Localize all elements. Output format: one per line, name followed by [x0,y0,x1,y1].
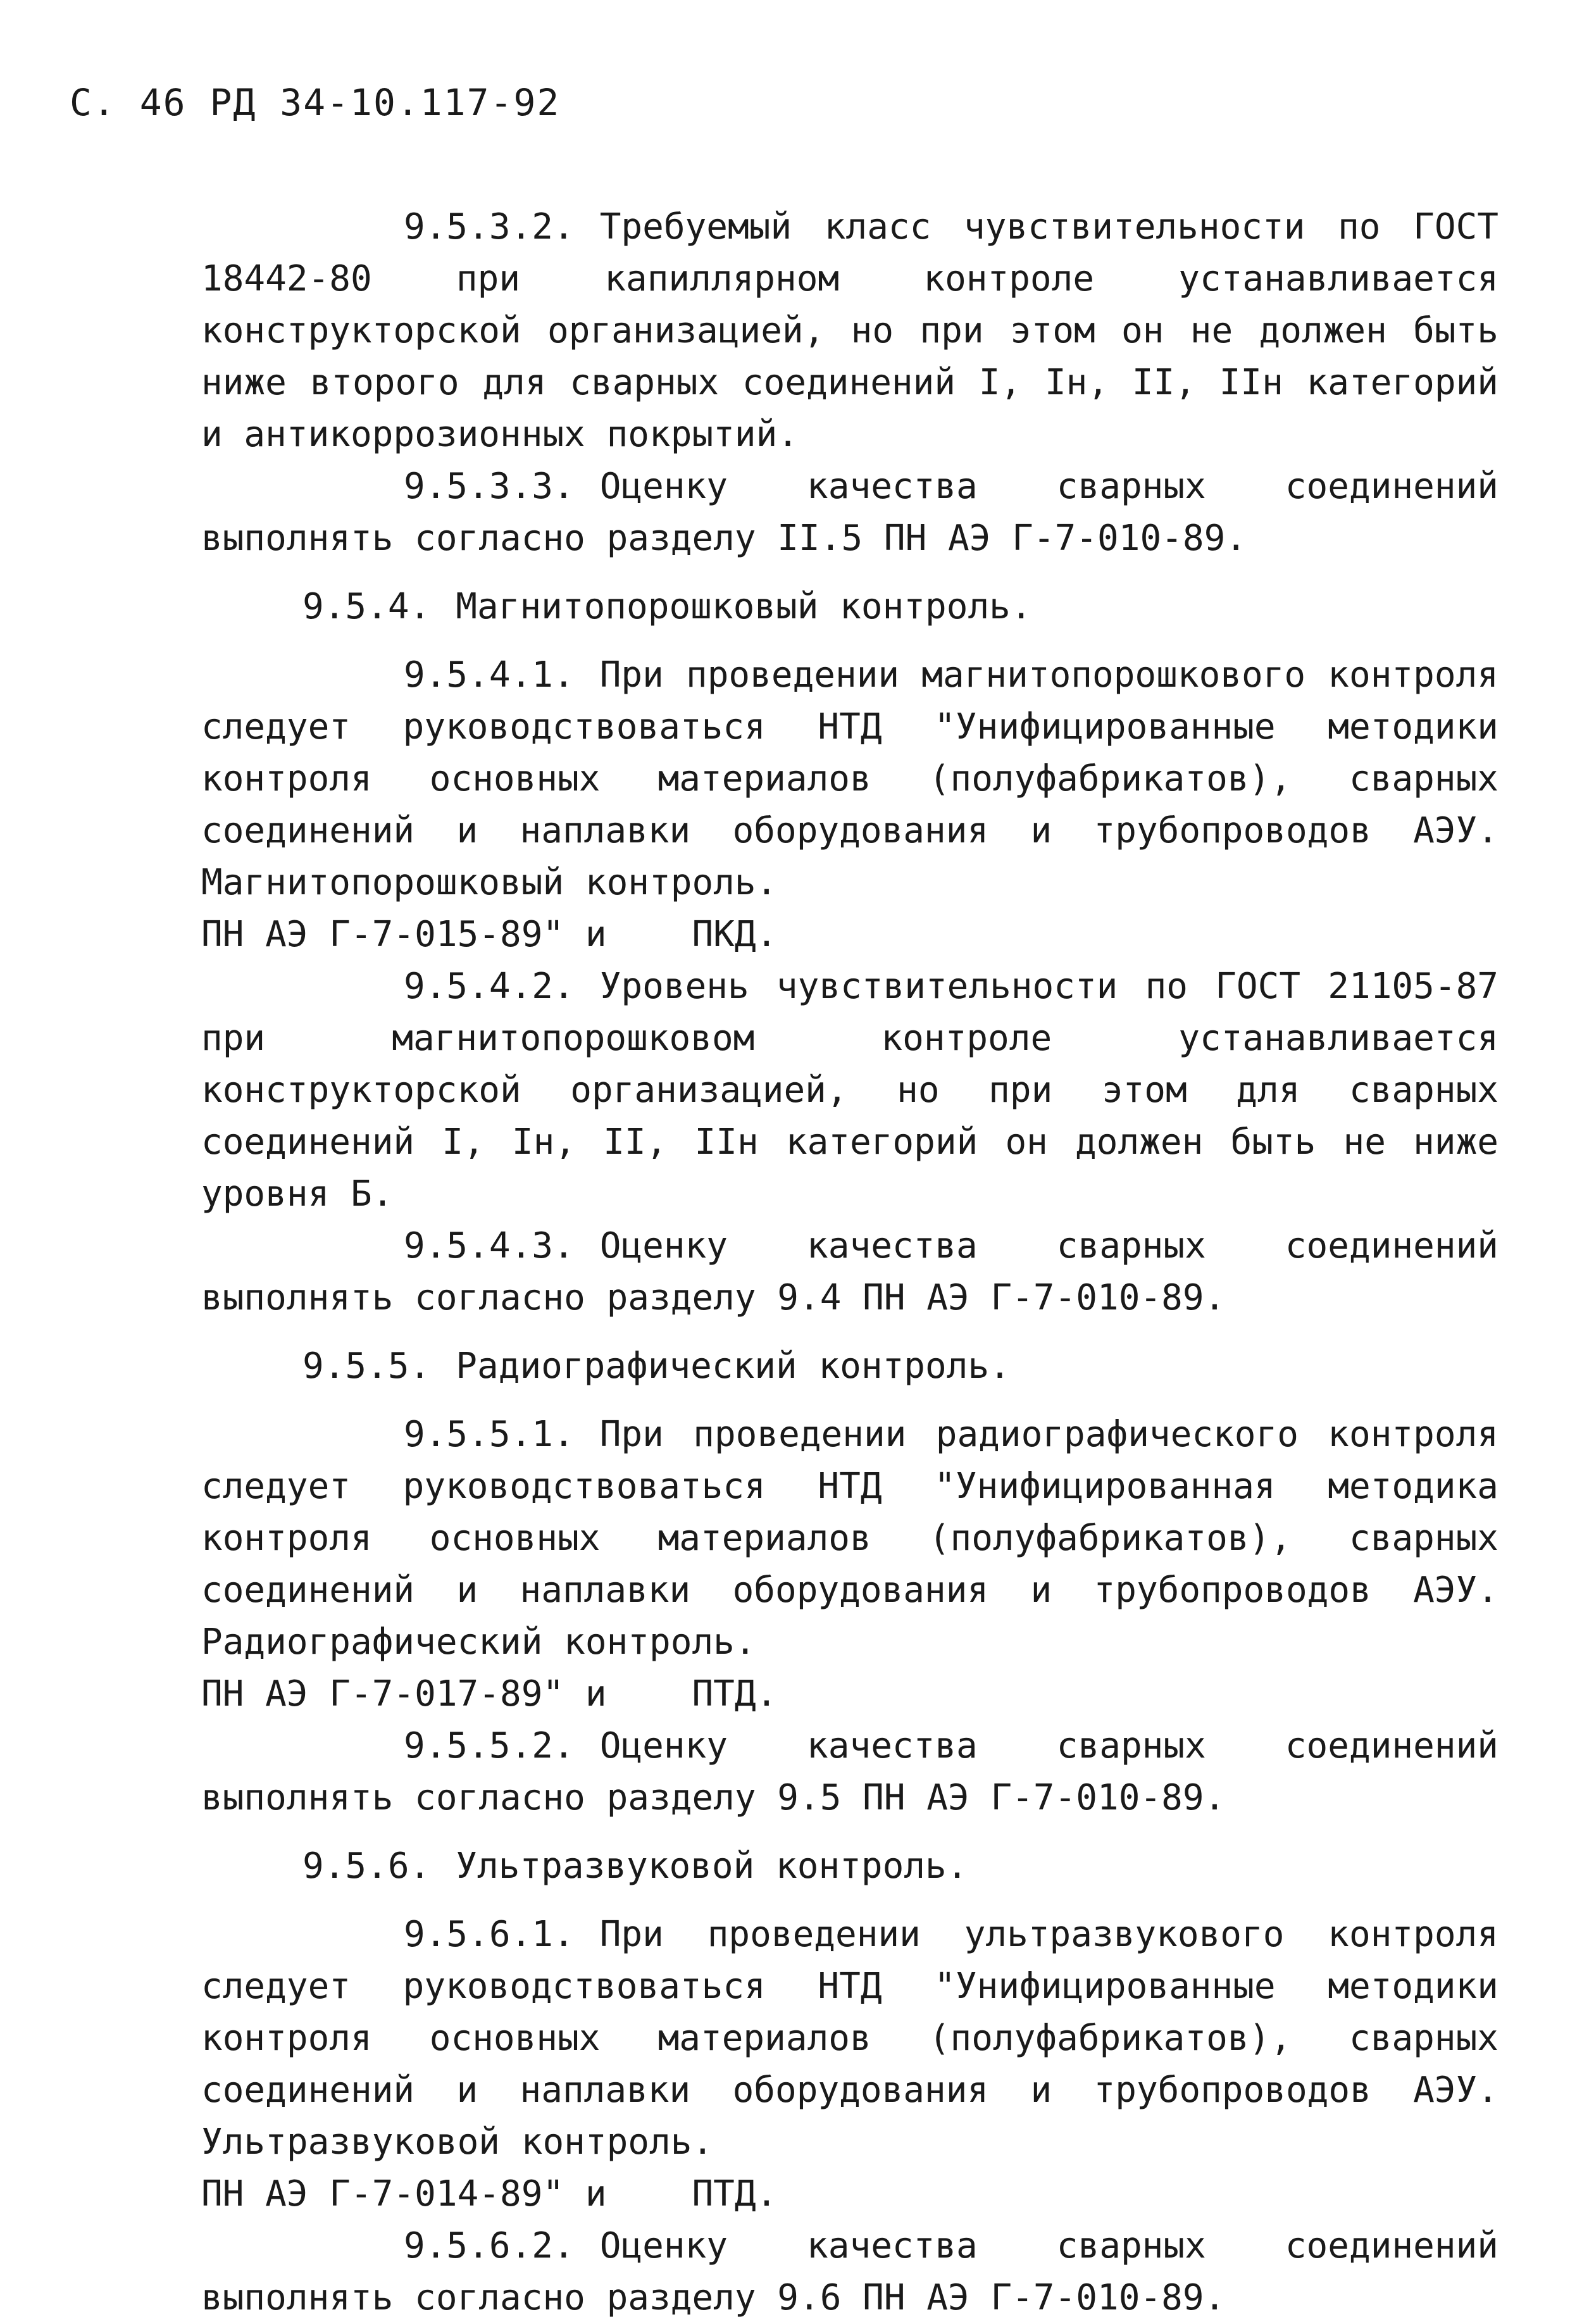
section-heading-9-5-4 [201,581,1498,633]
reference-line: ПН АЭ Г-7-014-89" и ПТД. [201,2173,778,2215]
paragraph-9-5-3-3 [201,461,1498,565]
paragraph-text: Уровень чувствительности по ГОСТ 21105-87 при магнитопорошковом контроле устанавливается конструкторской организацией, но при этом для сварных соединений I, Iн, II, IIн категорий он должен быть не ниже уровня Б. [201,966,1498,1215]
paragraph-9-5-5-1 [201,1409,1498,1668]
clause-number: 9.5.4.1. [404,654,575,696]
clause-number: 9.5.4.3. [404,1225,575,1266]
clause-number: 9.5.5. [302,1346,431,1387]
document-body [201,201,1498,2324]
paragraph-text: Оценку качества сварных соединений выполнять согласно разделу 9.5 ПН АЭ Г-7-010-89. [201,1725,1498,1818]
paragraph-text: При проведении магнитопорошкового контроля следует руководствоваться НТД "Унифицированные методики контроля основных материалов (полуфабрикатов), сварных соединений и наплавки оборудования и трубопроводов АЭУ. Магнитопорошковый контроль. [201,654,1498,903]
paragraph-9-5-4-1 [201,649,1498,909]
reference-line: ПН АЭ Г-7-015-89" и ПКД. [201,914,778,955]
heading-text: Ультразвуковой контроль. [456,1846,968,1887]
paragraph-9-5-4-2 [201,961,1498,1220]
clause-number: 9.5.3.2. [404,206,575,247]
paragraph-text: Требуемый класс чувствительности по ГОСТ 18442-80 при капиллярном контроле устанавливается конструкторской организацией, но при этом он не должен быть ниже второго для сварных соединений I, Iн, II, IIн категорий и антикоррозионных покрытий. [201,206,1499,455]
paragraph-9-5-6-2 [201,2220,1498,2324]
clause-number: 9.5.4.2. [404,966,575,1007]
heading-text: Радиографический контроль. [456,1346,1011,1387]
paragraph-9-5-4-3 [201,1220,1498,1324]
section-heading-9-5-6 [201,1840,1498,1892]
paragraph-text: При проведении радиографического контроля следует руководствоваться НТД "Унифицированная методика контроля основных материалов (полуфабрикатов), сварных соединений и наплавки оборудования и трубопроводов АЭУ. Радиографический контроль. [201,1414,1498,1663]
clause-number: 9.5.6.2. [404,2225,575,2266]
paragraph-9-5-5-2 [201,1720,1498,1824]
paragraph-text: При проведении ультразвукового контроля следует руководствоваться НТД "Унифицированные методики контроля основных материалов (полуфабрикатов), сварных соединений и наплавки оборудования и трубопроводов АЭУ. Ультразвуковой контроль. [201,1914,1498,2163]
paragraph-text: Оценку качества сварных соединений выполнять согласно разделу II.5 ПН АЭ Г-7-010-89. [201,466,1498,559]
section-heading-9-5-5 [201,1340,1498,1392]
page-header: С. 46 РД 34-10.117-92 [70,81,561,124]
clause-number: 9.5.6. [302,1846,431,1887]
heading-text: Магнитопорошковый контроль. [456,586,1032,627]
paragraph-text: Оценку качества сварных соединений выполнять согласно разделу 9.4 ПН АЭ Г-7-010-89. [201,1225,1498,1318]
paragraph-text: Оценку качества сварных соединений выполнять согласно разделу 9.6 ПН АЭ Г-7-010-89. [201,2225,1498,2318]
paragraph-9-5-3-2 [201,201,1498,461]
clause-number: 9.5.6.1. [404,1914,575,1955]
clause-number: 9.5.4. [302,586,431,627]
reference-line: ПН АЭ Г-7-017-89" и ПТД. [201,1673,778,1715]
paragraph-9-5-6-1 [201,1909,1498,2168]
clause-number: 9.5.5.2. [404,1725,575,1766]
clause-number: 9.5.5.1. [404,1414,575,1455]
clause-number: 9.5.3.3. [404,466,575,507]
